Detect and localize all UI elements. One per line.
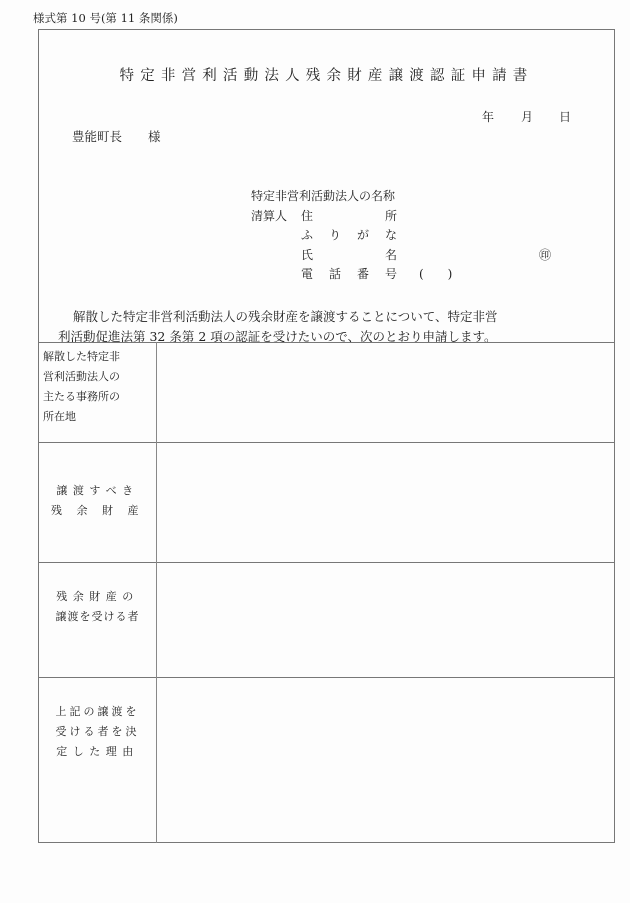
table-row-assets — [39, 443, 614, 563]
residual-assets-field[interactable] — [157, 443, 615, 563]
phone-label-char: 電 — [301, 267, 314, 281]
address-label-1: 住 — [301, 208, 314, 223]
org-name-label: 特定非営利活動法人の名称 — [251, 189, 396, 203]
label-line: 残余財産の — [56, 590, 139, 603]
furigana-char: な — [385, 228, 398, 242]
row-label — [39, 443, 157, 563]
reason-field[interactable] — [157, 678, 615, 843]
date-day-label: 日 — [559, 110, 572, 124]
office-location-field[interactable] — [157, 343, 615, 443]
seal-mark-icon: ㊞ — [539, 247, 552, 262]
label-line: 残 余 財 産 — [51, 504, 144, 517]
label-line: 解散した特定非 — [43, 350, 120, 363]
name-label-1: 氏 — [301, 247, 314, 262]
phone-label-char: 話 — [329, 267, 342, 281]
date-year-label: 年 — [482, 110, 495, 124]
phone-label-char: 番 — [357, 267, 370, 281]
date-month-label: 月 — [521, 110, 534, 124]
form-title: 特定非営利活動法人残余財産譲渡認証申請書 — [119, 68, 534, 84]
applicant-block — [251, 187, 552, 285]
table-row-recipient — [39, 563, 614, 678]
label-line: 定した理由 — [56, 745, 139, 758]
statement-line-1: 解散した特定非営利活動法人の残余財産を譲渡することについて、特定非営 — [73, 309, 498, 324]
liquidator-label: 清算人 — [251, 208, 288, 223]
row-label — [39, 678, 157, 843]
row-label — [39, 343, 157, 443]
table-row-reason — [39, 678, 614, 843]
label-line: 主たる事務所の — [43, 390, 120, 403]
furigana-char: ふ — [301, 228, 314, 242]
label-line: 所在地 — [43, 410, 76, 423]
row-label — [39, 563, 157, 678]
label-line: 譲渡すべき — [56, 484, 139, 497]
application-table — [39, 342, 614, 843]
recipient-field[interactable] — [157, 563, 615, 678]
address-label-2: 所 — [385, 208, 398, 223]
label-line: 受ける者を決 — [55, 725, 140, 738]
furigana-char: り — [329, 228, 342, 242]
statement-line-2: 利活動促進法第 32 条第 2 項の認証を受けたいので、次のとおり申請します。 — [58, 329, 497, 344]
label-line: 営利活動法人の — [43, 370, 120, 383]
application-form — [38, 29, 615, 843]
application-statement — [58, 307, 498, 347]
label-line: 譲渡を受ける者 — [55, 610, 140, 623]
phone-paren: ( ) — [419, 267, 453, 281]
phone-label-char: 号 — [385, 267, 398, 281]
table-row-office-location — [39, 343, 614, 443]
furigana-char: が — [357, 228, 370, 242]
name-label-2: 名 — [385, 247, 398, 262]
addressee — [72, 127, 161, 145]
label-line: 上記の譲渡を — [55, 705, 140, 718]
addressee-name: 豊能町長 — [72, 129, 123, 144]
form-number: 様式第 10 号(第 11 条関係) — [33, 11, 178, 25]
addressee-honorific: 様 — [148, 129, 161, 144]
